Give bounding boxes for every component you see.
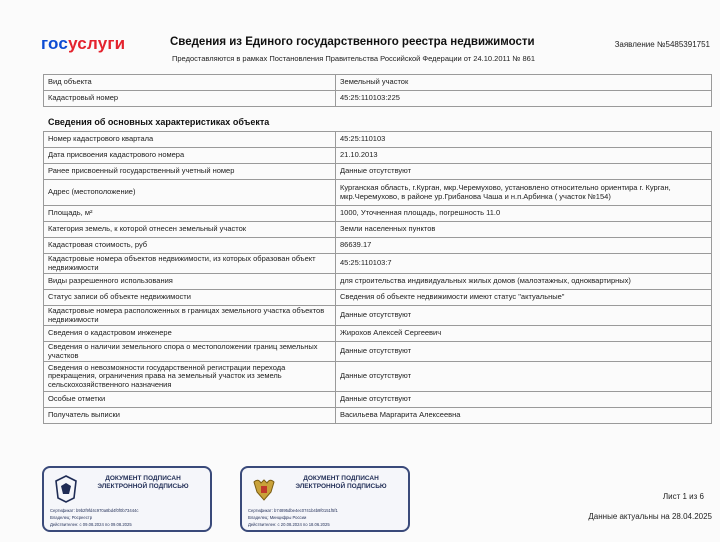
stamp-owner: Владелец: Росреестр — [50, 515, 93, 520]
table-row — [44, 238, 712, 254]
row-value: Земельный участок — [336, 75, 712, 91]
table-row — [44, 392, 712, 408]
row-value: 86639.17 — [336, 238, 712, 254]
row-value: Васильева Маргарита Алексеевна — [336, 408, 712, 424]
application-number: Заявление №5485391751 — [614, 40, 710, 49]
object-identity-table — [43, 74, 712, 107]
data-actual-date: Данные актуальны на 28.04.2025 — [588, 512, 712, 521]
row-value: 45:25:110103 — [336, 132, 712, 148]
document-title: Сведения из Единого государственного реестра недвижимости — [170, 36, 535, 48]
stamp-title: ДОКУМЕНТ ПОДПИСАН ЭЛЕКТРОННОЙ ПОДПИСЬЮ — [295, 475, 387, 490]
sheet-counter: Лист 1 из 6 — [662, 492, 704, 501]
row-label: Кадастровые номера расположенных в границах земельного участка объектов недвижимости — [44, 306, 336, 326]
signature-stamp-rosreestr — [42, 466, 212, 532]
row-label: Площадь, м² — [44, 206, 336, 222]
row-value: Курганская область, г.Курган, мкр.Черемухово, установлено относительно ориентира г. Курган, мкр.Черемухово, в районе ур.Грибанова Чаша и н.п.Арбинка ( участок №154) — [336, 180, 712, 206]
table-row — [44, 290, 712, 306]
row-value: Данные отсутствуют — [336, 306, 712, 326]
characteristics-table — [43, 131, 712, 424]
table-row — [44, 75, 712, 91]
row-label: Особые отметки — [44, 392, 336, 408]
stamp-validity: Действителен: с 09.08.2024 по 09.08.2025 — [50, 522, 132, 527]
table-row — [44, 306, 712, 326]
table-row — [44, 222, 712, 238]
table-row — [44, 342, 712, 362]
table-row — [44, 254, 712, 274]
table-row — [44, 148, 712, 164]
stamp-certificate: Сертификат: b9b2f9fd4c970a8bd4f0f0b73444c — [50, 508, 139, 513]
row-value: 21.10.2013 — [336, 148, 712, 164]
row-value: Данные отсутствуют — [336, 342, 712, 362]
table-row — [44, 362, 712, 392]
row-value: для строительства индивидуальных жилых домов (малоэтажных, одноквартирных) — [336, 274, 712, 290]
table-row — [44, 132, 712, 148]
row-label: Виды разрешенного использования — [44, 274, 336, 290]
row-value: 45:25:110103:7 — [336, 254, 712, 274]
row-value: Данные отсутствуют — [336, 392, 712, 408]
logo-part-uslugi: услуги — [68, 34, 126, 53]
row-label: Сведения о наличии земельного спора о местоположении границ земельных участков — [44, 342, 336, 362]
stamp-owner: Владелец: Минцифры России — [248, 515, 307, 520]
row-label: Ранее присвоенный государственный учетный номер — [44, 164, 336, 180]
signature-stamp-mintsifry — [240, 466, 410, 532]
coat-of-arms-icon — [250, 474, 278, 504]
row-label: Категория земель, к которой отнесен земельный участок — [44, 222, 336, 238]
table-row — [44, 206, 712, 222]
table-row — [44, 91, 712, 107]
row-value: Сведения об объекте недвижимости имеют статус "актуальные" — [336, 290, 712, 306]
row-value: 45:25:110103:225 — [336, 91, 712, 107]
row-label: Сведения о невозможности государственной регистрации перехода прекращения, ограничения права на земельный участок из земель сельскохозяйственного назначения — [44, 362, 336, 392]
stamp-certificate: Сертификат: b74895dbe4ec0741b4b9f0151f5f1 — [248, 508, 338, 513]
row-label: Кадастровые номера объектов недвижимости, из которых образован объект недвижимости — [44, 254, 336, 274]
table-row — [44, 164, 712, 180]
row-value: Земли населенных пунктов — [336, 222, 712, 238]
row-value: Данные отсутствуют — [336, 362, 712, 392]
row-value: Данные отсутствуют — [336, 164, 712, 180]
rosreestr-emblem-icon — [52, 474, 80, 504]
row-label: Сведения о кадастровом инженере — [44, 326, 336, 342]
row-label: Адрес (местоположение) — [44, 180, 336, 206]
stamp-title: ДОКУМЕНТ ПОДПИСАН ЭЛЕКТРОННОЙ ПОДПИСЬЮ — [97, 475, 189, 490]
table-row — [44, 180, 712, 206]
row-value: Жирохов Алексей Сергеевич — [336, 326, 712, 342]
document-subtitle: Предоставляются в рамках Постановления Правительства Российской Федерации от 24.10.2011 № 861 — [172, 54, 536, 63]
row-label: Дата присвоения кадастрового номера — [44, 148, 336, 164]
row-label: Статус записи об объекте недвижимости — [44, 290, 336, 306]
stamp-validity: Действителен: с 20.08.2024 по 18.06.2025 — [248, 522, 330, 527]
row-label: Кадастровая стоимость, руб — [44, 238, 336, 254]
table-row — [44, 408, 712, 424]
table-row — [44, 274, 712, 290]
row-label: Получатель выписки — [44, 408, 336, 424]
row-value: 1000, Уточненная площадь, погрешность 11.0 — [336, 206, 712, 222]
row-label: Номер кадастрового квартала — [44, 132, 336, 148]
gosuslugi-logo[interactable] — [41, 34, 125, 54]
row-label: Кадастровый номер — [44, 91, 336, 107]
table-row — [44, 326, 712, 342]
section-title: Сведения об основных характеристиках объекта — [48, 117, 270, 127]
row-label: Вид объекта — [44, 75, 336, 91]
logo-part-gos: гос — [41, 34, 69, 53]
